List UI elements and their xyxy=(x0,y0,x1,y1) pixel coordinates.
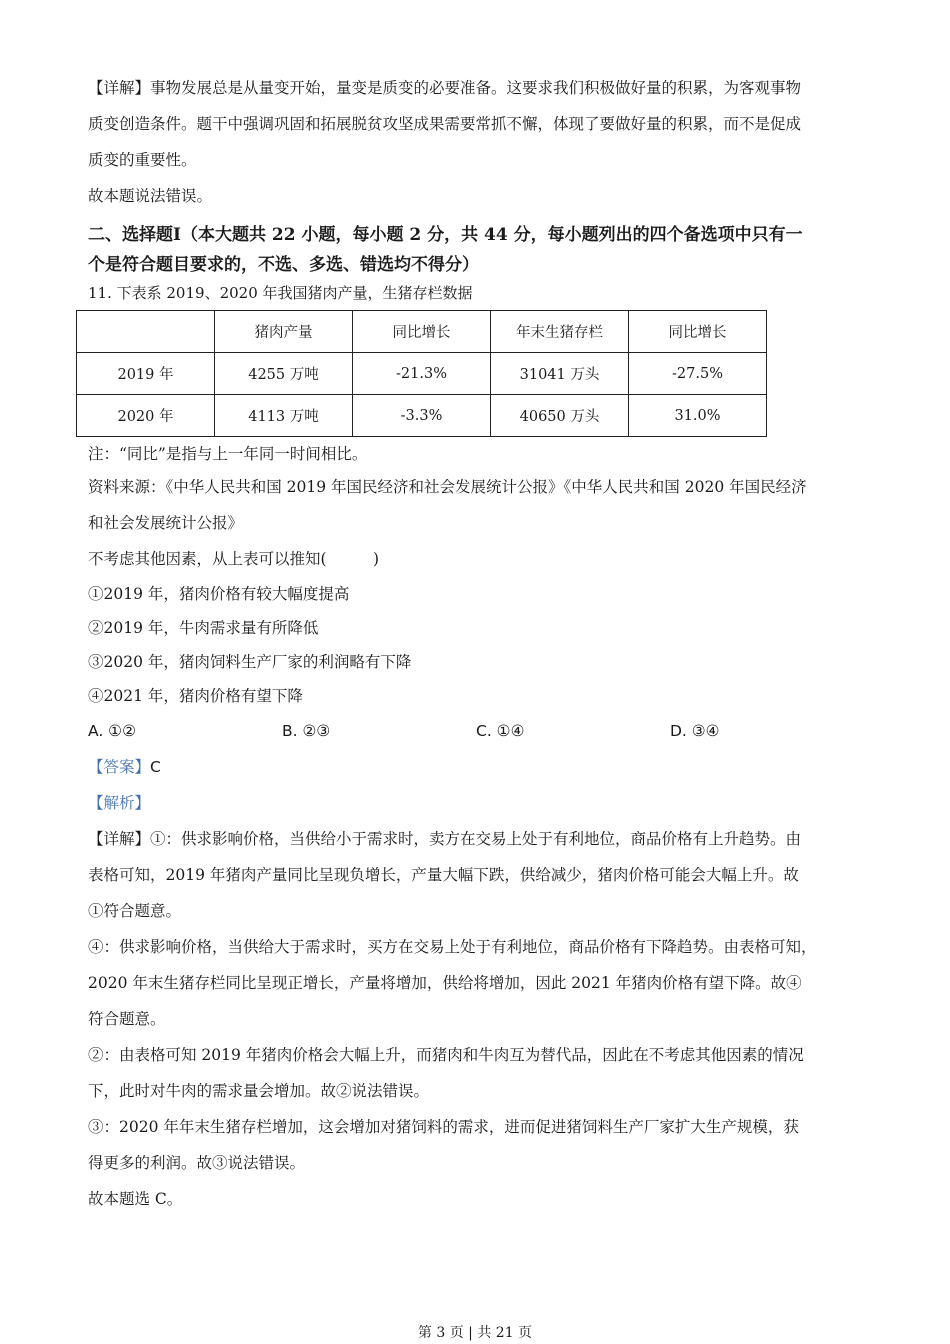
table-cell: 2020 年 xyxy=(77,395,215,437)
table-cell: -27.5% xyxy=(629,353,767,395)
explain-line: 符合题意。 xyxy=(88,1010,166,1028)
explain-line: ③：2020 年年末生猪存栏增加，这会增加对猪饲料的需求，进而促进猪饲料生产厂家扩大生产规模，获 xyxy=(88,1118,799,1136)
table-cell: 4113 万吨 xyxy=(215,395,353,437)
section-heading: 二、选择题Ⅰ（本大题共 22 小题，每小题 2 分，共 44 分，每小题列出的四个备选项中只有一 xyxy=(88,225,803,245)
table-header-cell: 年末生猪存栏 xyxy=(491,311,629,353)
option-a: A. ①② xyxy=(88,722,136,740)
question-stem: 11. 下表系 2019、2020 年我国猪肉产量，生猪存栏数据 xyxy=(88,284,473,302)
source-line: 资料来源：《中华人民共和国 2019 年国民经济和社会发展统计公报》《中华人民共和国 2020 年国民经济 xyxy=(88,478,807,496)
explain-line: 质变的重要性。 xyxy=(88,151,197,169)
section-heading: 个是符合题目要求的，不选、多选、错选均不得分） xyxy=(88,255,479,275)
previous-explanation xyxy=(88,70,868,214)
answer-value: C xyxy=(150,758,161,776)
table-header-cell: 猪肉产量 xyxy=(215,311,353,353)
explain-line: 下，此时对牛肉的需求量会增加。故②说法错误。 xyxy=(88,1082,430,1100)
statement: ②2019 年，牛肉需求量有所降低 xyxy=(88,619,319,637)
table-note: 注：“同比”是指与上一年同一时间相比。 xyxy=(88,445,368,463)
table-header-row xyxy=(77,311,767,353)
table-header-cell: 同比增长 xyxy=(353,311,491,353)
option-c: C. ①④ xyxy=(476,722,525,740)
analysis-label: 【解析】 xyxy=(88,794,151,812)
explain-line: ②：由表格可知 2019 年猪肉价格会大幅上升，而猪肉和牛肉互为替代品，因此在不考虑其他因素的情况 xyxy=(88,1046,804,1064)
table-cell: 31041 万头 xyxy=(491,353,629,395)
table-cell: 31.0% xyxy=(629,395,767,437)
question-prompt: 不考虑其他因素，从上表可以推知( ) xyxy=(88,550,380,568)
table-cell: 4255 万吨 xyxy=(215,353,353,395)
answer-line xyxy=(88,749,868,785)
option-b: B. ②③ xyxy=(282,722,331,740)
page-footer: 第 3 页 | 共 21 页 xyxy=(417,1325,533,1341)
conclusion: 故本题说法错误。 xyxy=(88,187,213,205)
statement: ③2020 年，猪肉饲料生产厂家的利润略有下降 xyxy=(88,653,412,671)
table-row xyxy=(77,353,767,395)
statement: ①2019 年，猪肉价格有较大幅度提高 xyxy=(88,585,350,603)
table-row xyxy=(77,395,767,437)
table-cell: 2019 年 xyxy=(77,353,215,395)
page-content xyxy=(88,70,868,1217)
final-answer: 故本题选 C。 xyxy=(88,1190,183,1208)
explain-line: 【详解】①：供求影响价格，当供给小于需求时，卖方在交易上处于有利地位，商品价格有上升趋势。由 xyxy=(88,830,802,848)
answer-label: 【答案】 xyxy=(88,758,151,776)
explain-line: ①符合题意。 xyxy=(88,902,182,920)
analysis-body xyxy=(88,821,868,1217)
data-table xyxy=(76,310,767,437)
explain-line: 得更多的利润。故③说法错误。 xyxy=(88,1154,306,1172)
source-line: 和社会发展统计公报》 xyxy=(88,514,244,532)
option-d: D. ③④ xyxy=(670,722,720,740)
statement: ④2021 年，猪肉价格有望下降 xyxy=(88,687,303,705)
table-cell: 40650 万头 xyxy=(491,395,629,437)
table-cell: -3.3% xyxy=(353,395,491,437)
explain-line: 2020 年末生猪存栏同比呈现正增长，产量将增加，供给将增加，因此 2021 年猪肉价格有望下降。故④ xyxy=(88,974,802,992)
explain-line: 【详解】事物发展总是从量变开始，量变是质变的必要准备。这要求我们积极做好量的积累，为客观事物 xyxy=(88,79,802,97)
explain-line: 表格可知，2019 年猪肉产量同比呈现负增长，产量大幅下跌，供给减少，猪肉价格可能会大幅上升。故 xyxy=(88,866,799,884)
explain-line: 质变创造条件。题干中强调巩固和拓展脱贫攻坚成果需要常抓不懈，体现了要做好量的积累，而不是促成 xyxy=(88,115,802,133)
table-header-cell: 同比增长 xyxy=(629,311,767,353)
table-cell: -21.3% xyxy=(353,353,491,395)
explain-line: ④：供求影响价格，当供给大于需求时，买方在交易上处于有利地位，商品价格有下降趋势。由表格可知， xyxy=(88,938,817,956)
answer-options xyxy=(88,713,868,749)
table-header-cell xyxy=(77,311,215,353)
